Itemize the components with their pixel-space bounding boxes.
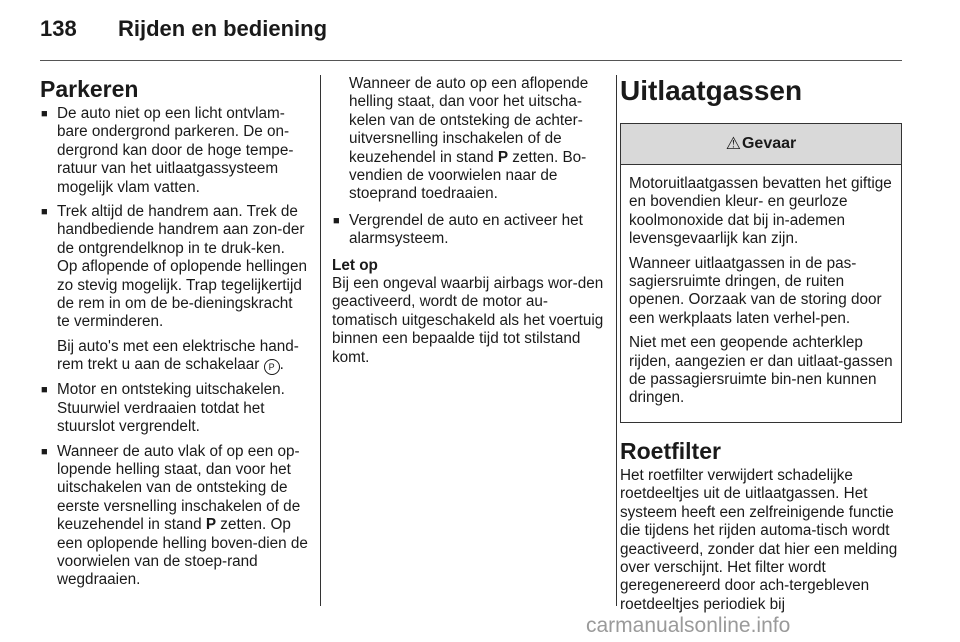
warning-paragraph: Wanneer uitlaatgassen in de pas-sagiersruimte dringen, de ruiten openen. Oorzaak van de storing door een werkplaats laten verhel-pen. [629, 254, 882, 327]
list-item-text: Wanneer de auto op een aflopende helling staat, dan voor het uitscha-kelen van de ontsteking de achter-uitversnelling inschakelen of de keuzehendel in stand [349, 75, 589, 166]
subparagraph-end: . [279, 356, 284, 374]
list-item: ■ De auto niet op een licht ontvlam-bare ondergrond parkeren. De on-dergrond kan door de hoge tempe-ratuur van het uitlaatgassysteem mogelijk vlam vatten. [40, 105, 308, 197]
list-item-text: zetten. Op een oplopende helling boven-dien de voorwielen van de stoep-rand wegdraaien. [57, 516, 308, 589]
gear-position-p: P [497, 148, 509, 166]
gear-position-p: P [205, 516, 217, 534]
list-item-subparagraph [40, 338, 308, 375]
warning-paragraph: Motoruitlaatgassen bevatten het giftige en bovendien kleur- en geurloze koolmonoxide dat bij in-ademen levensgevaarlijk kan zijn. [629, 175, 892, 248]
chapter-title: Rijden en bediening [118, 16, 328, 41]
column-2 [332, 75, 604, 367]
note-heading: Let op [332, 256, 378, 274]
list-item: ■ Trek altijd de handrem aan. Trek de handbediende handrem aan zon-der de ontgrendelknop in te druk-ken. Op aflopende of oplopende hellingen zo stevig mogelijk. Trap tegelijkertijd de rem in om de be-dieningskracht te verminderen. [40, 203, 308, 332]
list-item: ■ Vergrendel de auto en activeer het alarmsysteem. [332, 212, 604, 249]
section-title-roetfilter: Roetfilter [620, 437, 721, 464]
list-item-continuation [332, 75, 604, 204]
page-header [40, 16, 902, 56]
warning-header [621, 124, 901, 165]
note-text: Bij een ongeval waarbij airbags wor-den geactiveerd, wordt de motor au-tomatisch uitgeschakeld als het voertuig binnen een bepaalde tijd tot stilstand komt. [332, 275, 604, 366]
list-item-text: Wanneer de auto vlak of op een op-lopende helling staat, dan voor het uitschakelen van de ontsteking de eerste versnelling inschakelen of de keuzehendel in stand [57, 442, 301, 534]
list-item-text: zetten. Bo-vendien de voorwielen naar de stoeprand toedraaien. [349, 148, 587, 203]
column-divider [616, 75, 617, 606]
parking-brake-icon: P [264, 359, 280, 375]
warning-label: Gevaar [741, 134, 797, 152]
watermark-text: carmanualsonline.info [586, 614, 791, 637]
warning-body [621, 165, 901, 422]
header-divider [40, 60, 902, 61]
warning-paragraph: Niet met een geopende achterklep rijden, aangezien er dan uitlaat-gassen de passagiersruimte bin-nen kunnen dringen. [629, 334, 893, 407]
list-item: ■ Motor en ontsteking uitschakelen. Stuurwiel verdraaien totdat het stuurslot vergrendelt. [40, 381, 308, 436]
warning-triangle-icon: ⚠ [725, 133, 741, 153]
column-3 [620, 75, 902, 614]
warning-box [620, 123, 902, 423]
column-divider [320, 75, 321, 606]
list-item [40, 443, 308, 590]
subparagraph-text: Bij auto's met een elektrische hand-rem trekt u aan de schakelaar [57, 337, 299, 374]
section-title-parkeren: Parkeren [40, 76, 139, 102]
roetfilter-text: Het roetfilter verwijdert schadelijke roetdeeltjes uit de uitlaatgassen. Het systeem heeft een zelfreinigende functie die tijdens het rijden automa-tisch wordt geactiveerd, zonder dat hier een melding over verschijnt. Het filter wordt geregenereerd door ach-tergebleven roetdeeltjes periodiek bij [620, 466, 898, 613]
page-number: 138 [40, 16, 77, 41]
section-title-uitlaatgassen: Uitlaatgassen [620, 75, 803, 106]
column-1 [40, 75, 308, 596]
